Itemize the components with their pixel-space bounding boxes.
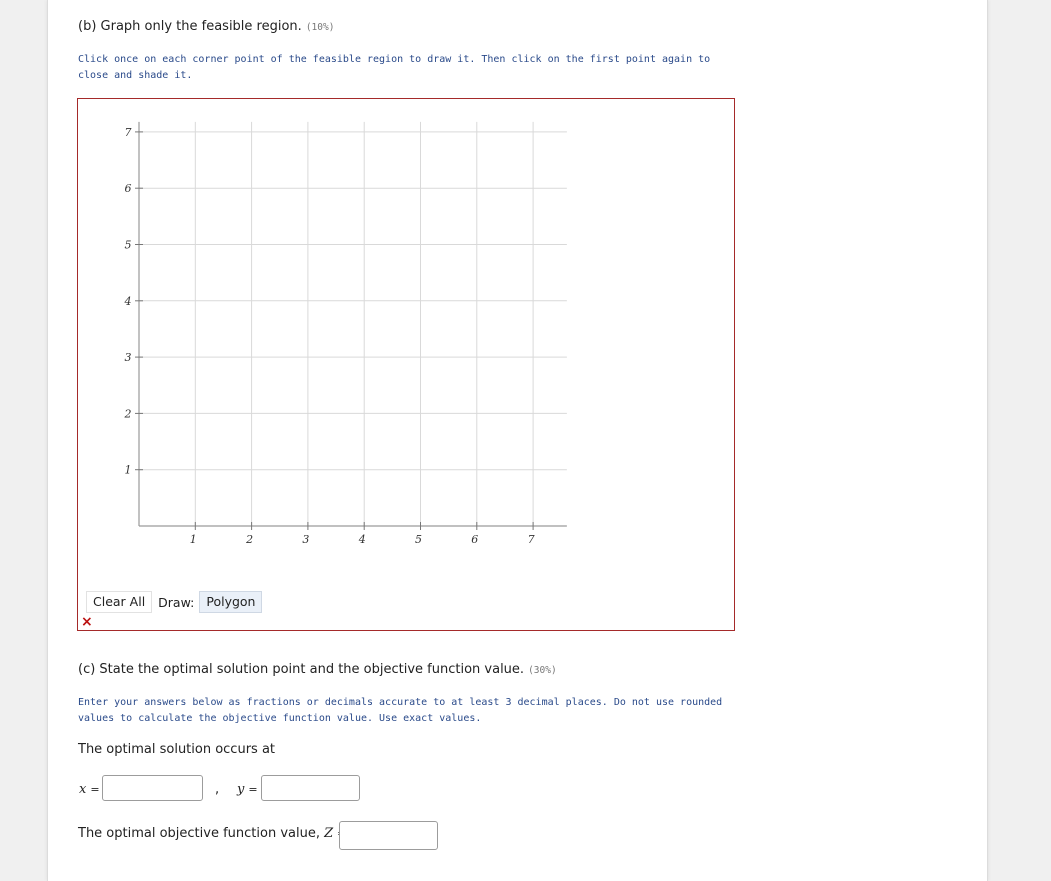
polygon-tool-button[interactable]: Polygon (199, 591, 262, 613)
x-tick-label: 2 (246, 533, 254, 546)
part-b-instruction: Click once on each corner point of the feasible region to draw it. Then click on the first point again to close and shade it. (78, 54, 711, 81)
optimal-point-label: The optimal solution occurs at (78, 742, 276, 757)
part-c-heading (78, 662, 557, 677)
x-tick-label: 1 (189, 533, 197, 546)
y-tick-label: 1 (124, 463, 132, 477)
x-answer-input[interactable] (102, 775, 203, 801)
y-variable: y (237, 782, 245, 797)
part-c-weight: (30%) (528, 665, 557, 676)
part-b-title: (b) Graph only the feasible region. (78, 19, 302, 34)
y-tick-label: 4 (124, 294, 132, 308)
y-tick-label: 5 (124, 238, 132, 252)
x-tick-label: 5 (415, 533, 422, 546)
y-tick-label: 2 (124, 407, 132, 421)
x-tick-label: 4 (358, 533, 366, 546)
x-label (79, 782, 100, 797)
graph-toolbar (86, 592, 262, 612)
objective-label-row (78, 826, 346, 841)
y-tick-label: 6 (124, 182, 132, 196)
y-equals: = (248, 783, 258, 796)
y-tick-label: 7 (124, 125, 132, 139)
part-b-weight: (10%) (305, 22, 335, 33)
objective-label: The optimal objective function value, (78, 826, 320, 841)
x-tick-label: 3 (302, 533, 310, 546)
incorrect-icon: × (81, 614, 93, 630)
comma-separator: , (215, 782, 220, 797)
y-answer-input[interactable] (261, 775, 360, 801)
part-c-title: (c) State the optimal solution point and the objective function value. (78, 662, 525, 677)
x-tick-label: 6 (471, 533, 479, 546)
x-equals: = (90, 783, 100, 796)
draw-label: Draw: (158, 594, 195, 610)
clear-all-button[interactable]: Clear All (86, 591, 152, 613)
x-tick-label: 7 (527, 533, 535, 546)
z-variable: Z (324, 826, 334, 841)
y-label (237, 782, 258, 797)
x-variable: x (79, 782, 87, 797)
graph-canvas[interactable] (78, 99, 734, 630)
part-b-heading (78, 19, 334, 34)
z-answer-input[interactable] (339, 821, 438, 850)
part-c-instruction: Enter your answers below as fractions or decimals accurate to at least 3 decimal places. Do not use rounded values to calculate the objective function value. Use exact values. (78, 697, 723, 724)
y-tick-label: 3 (124, 351, 132, 365)
graph-widget (77, 98, 735, 631)
